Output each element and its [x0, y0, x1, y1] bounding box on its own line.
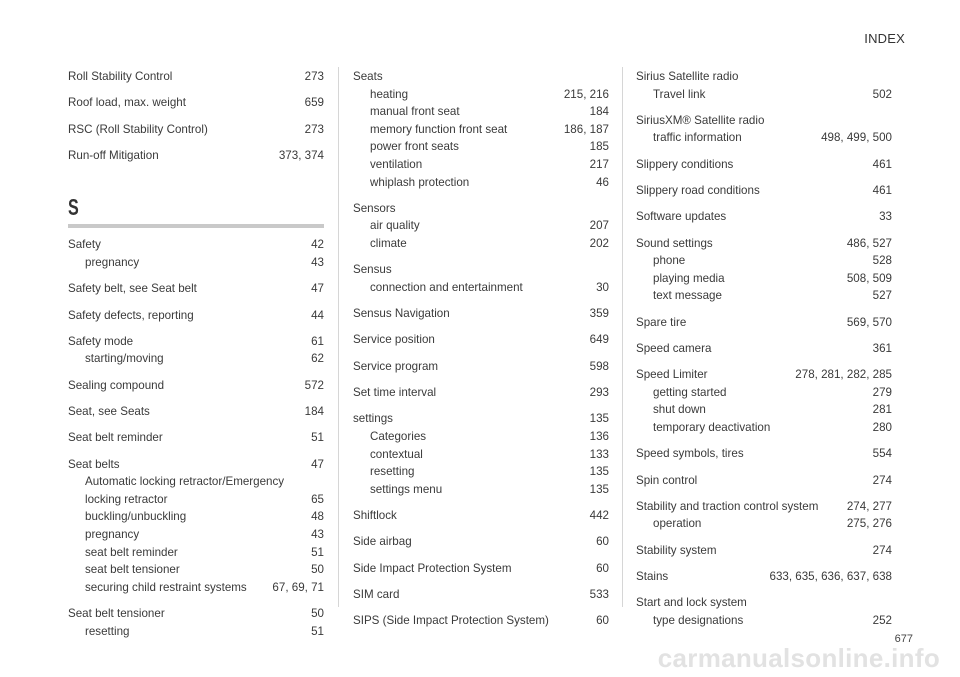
index-page-ref: 527: [872, 289, 892, 303]
index-term: phone: [653, 254, 686, 268]
index-entry: [68, 403, 324, 421]
section-rule: [68, 224, 324, 228]
index-term: starting/moving: [85, 352, 164, 366]
index-entry-row: [636, 366, 892, 384]
index-page-ref: 498, 499, 500: [821, 131, 892, 145]
index-page-ref: 62: [311, 352, 324, 366]
index-page-ref: 554: [872, 447, 892, 461]
index-entry-row: [636, 568, 892, 586]
index-entry: [636, 112, 892, 147]
index-term: playing media: [653, 271, 725, 285]
index-page-ref: 528: [872, 254, 892, 268]
index-subentry-row: [353, 428, 609, 446]
index-page-ref: 47: [311, 457, 324, 471]
index-page-ref: 215, 216: [563, 87, 609, 101]
index-entry-row: [68, 333, 324, 351]
index-page-ref: 569, 570: [846, 315, 892, 329]
index-entry-row: [353, 560, 609, 578]
index-entry: [353, 331, 609, 349]
index-term: pregnancy: [85, 256, 140, 270]
index-term: Sealing compound: [68, 378, 165, 392]
index-subentry-row: [636, 612, 892, 630]
index-term: Roll Stability Control: [68, 70, 173, 83]
index-term: Shiftlock: [353, 508, 397, 522]
index-entry-row: [636, 314, 892, 332]
index-entry-row: [68, 280, 324, 298]
index-page-ref: 184: [589, 105, 609, 119]
index-entry: [636, 235, 892, 305]
index-term: Speed camera: [636, 341, 712, 355]
index-subentry-row: [353, 156, 609, 174]
index-entry-row: [636, 445, 892, 463]
index-term: Safety belt, see Seat belt: [68, 282, 197, 296]
index-page-ref: 649: [589, 333, 609, 347]
index-column-3: [636, 60, 892, 629]
index-entry: [353, 586, 609, 604]
index-term: resetting: [85, 624, 130, 638]
index-entry-row: [353, 384, 609, 402]
index-entry: [353, 305, 609, 323]
index-subentry-row: [68, 508, 324, 526]
index-entry-row: [353, 586, 609, 604]
index-term: Slippery road conditions: [636, 184, 760, 198]
index-entry-row: [636, 156, 892, 174]
index-term: locking retractor: [85, 492, 168, 506]
index-entry: [353, 533, 609, 551]
index-term: Roof load, max. weight: [68, 96, 186, 110]
index-subentry-row: [68, 473, 324, 491]
index-page-ref: 461: [872, 157, 892, 171]
index-subentry-row: [636, 129, 892, 147]
section-letter: S: [68, 194, 79, 221]
index-term: securing child restraint systems: [85, 580, 247, 594]
index-entry: [636, 314, 892, 332]
index-subentry-row: [68, 579, 324, 597]
index-entry: [353, 261, 609, 296]
index-entry: [68, 68, 324, 86]
index-page-ref: 659: [304, 96, 324, 110]
index-subentry-row: [68, 526, 324, 544]
index-term: Stability system: [636, 543, 717, 557]
index-subentry-row: [353, 217, 609, 235]
index-term: contextual: [370, 447, 423, 461]
index-page-ref: 60: [596, 614, 609, 628]
index-entry: [68, 333, 324, 368]
index-entry-row: [636, 340, 892, 358]
index-page-ref: 533: [589, 587, 609, 601]
index-term: ventilation: [370, 157, 423, 171]
index-page-ref: 50: [311, 607, 324, 621]
index-entry: [636, 445, 892, 463]
index-term: Sensus Navigation: [353, 307, 450, 321]
column-divider: [622, 67, 623, 607]
index-page-ref: 67, 69, 71: [272, 580, 324, 594]
index-entry: [353, 68, 609, 191]
index-subentry-row: [353, 463, 609, 481]
index-page-ref: 373, 374: [278, 148, 324, 162]
index-term: SIM card: [353, 587, 400, 601]
index-term: Sirius Satellite radio: [636, 70, 739, 83]
index-page-ref: 65: [311, 492, 324, 506]
index-term: Side airbag: [353, 535, 412, 549]
index-entry-row: [353, 507, 609, 525]
index-term: Safety mode: [68, 334, 134, 348]
index-term: Start and lock system: [636, 596, 747, 610]
index-page-ref: 274: [872, 543, 892, 557]
index-page-ref: 207: [589, 219, 609, 233]
index-page-ref: 293: [589, 386, 609, 400]
index-section-s: [68, 192, 324, 228]
index-entry: [353, 384, 609, 402]
index-entry: [636, 472, 892, 490]
index-entry: [353, 612, 609, 630]
index-entry-row: [68, 605, 324, 623]
index-subentry-row: [636, 384, 892, 402]
index-term: Categories: [370, 429, 427, 443]
index-term: settings: [353, 412, 393, 426]
index-page-ref: 30: [596, 280, 609, 294]
index-page-ref: 44: [311, 308, 324, 322]
index-entry: [636, 498, 892, 533]
index-term: Speed symbols, tires: [636, 447, 744, 461]
index-entry-row: [68, 456, 324, 474]
index-page-ref: 186, 187: [563, 122, 609, 136]
index-entry-row: [636, 594, 892, 612]
index-term: SIPS (Side Impact Protection System): [353, 614, 549, 628]
page-header-title: INDEX: [864, 31, 905, 46]
index-page-ref: 273: [304, 122, 324, 136]
index-entry-row: [636, 498, 892, 516]
index-term: seat belt reminder: [85, 545, 178, 559]
index-entry-row: [353, 612, 609, 630]
index-entry: [353, 200, 609, 253]
index-term: pregnancy: [85, 527, 140, 541]
index-entry-row: [68, 429, 324, 447]
index-subentry-row: [68, 544, 324, 562]
index-entry-row: [68, 68, 324, 86]
index-page-ref: 278, 281, 282, 285: [795, 368, 892, 382]
index-entry-row: [353, 305, 609, 323]
index-page-ref: 51: [311, 545, 324, 559]
index-term: whiplash protection: [370, 175, 470, 189]
index-term: Software updates: [636, 210, 727, 224]
index-column-2: [353, 60, 609, 630]
index-page-ref: 275, 276: [846, 517, 892, 531]
index-entry: [636, 182, 892, 200]
index-entry-row: [68, 94, 324, 112]
index-entry-row: [636, 112, 892, 130]
index-entry-row: [353, 358, 609, 376]
page-number: 677: [894, 633, 913, 645]
index-subentry-row: [353, 138, 609, 156]
index-entry: [636, 208, 892, 226]
index-page-ref: 42: [311, 238, 324, 252]
index-term: buckling/unbuckling: [85, 510, 187, 524]
index-entries: [636, 68, 892, 629]
index-page-ref: 508, 509: [846, 271, 892, 285]
index-entry-row: [353, 200, 609, 218]
index-entry: [636, 594, 892, 629]
index-term: Safety: [68, 238, 101, 252]
index-subentry-row: [353, 446, 609, 464]
index-subentry-row: [636, 401, 892, 419]
index-term: Side Impact Protection System: [353, 561, 512, 575]
index-entry: [636, 568, 892, 586]
index-subentry-row: [636, 419, 892, 437]
index-term: Seats: [353, 70, 383, 83]
index-subentry-row: [68, 491, 324, 509]
index-subentry-row: [353, 174, 609, 192]
index-entry-row: [636, 235, 892, 253]
index-term: Travel link: [653, 87, 706, 101]
index-page-ref: 598: [589, 359, 609, 373]
index-page-ref: 43: [311, 527, 324, 541]
index-term: resetting: [370, 465, 415, 479]
index-subentry-row: [353, 481, 609, 499]
index-page-ref: 135: [589, 482, 609, 496]
index-entry: [68, 94, 324, 112]
index-subentry-row: [636, 270, 892, 288]
index-page-ref: 50: [311, 563, 324, 577]
index-page-ref: 51: [311, 624, 324, 638]
index-page-ref: 502: [872, 87, 892, 101]
index-term: temporary deactivation: [653, 421, 771, 434]
index-term: Run-off Mitigation: [68, 148, 159, 162]
index-page-ref: 33: [879, 210, 892, 224]
index-subentry-row: [636, 252, 892, 270]
index-term: Service program: [353, 359, 439, 373]
index-term: power front seats: [370, 140, 459, 154]
index-term: Slippery conditions: [636, 157, 734, 171]
index-subentry-row: [353, 235, 609, 253]
index-subentry-row: [353, 279, 609, 297]
index-entry-row: [353, 331, 609, 349]
index-page-ref: 279: [872, 385, 892, 399]
index-term: Automatic locking retractor/Emergency: [85, 475, 285, 489]
index-subentry-row: [636, 515, 892, 533]
index-entry: [68, 307, 324, 325]
index-subentry-row: [68, 254, 324, 272]
index-entries-s: [68, 236, 324, 640]
index-term: traffic information: [653, 131, 742, 145]
index-page-ref: 46: [596, 175, 609, 189]
index-term: Safety defects, reporting: [68, 308, 194, 322]
index-term: Sensors: [353, 201, 396, 215]
index-page-ref: 61: [311, 334, 324, 348]
index-subentry-row: [353, 121, 609, 139]
index-entries-r: [68, 68, 324, 164]
index-entry: [68, 377, 324, 395]
index-page-ref: 281: [872, 403, 892, 417]
index-page-ref: 442: [589, 508, 609, 522]
index-term: RSC (Roll Stability Control): [68, 122, 208, 136]
index-term: manual front seat: [370, 105, 460, 119]
index-entry: [353, 560, 609, 578]
index-page-ref: 135: [589, 412, 609, 426]
index-entry-row: [636, 208, 892, 226]
index-term: seat belt tensioner: [85, 563, 180, 577]
index-term: operation: [653, 517, 702, 531]
index-page-ref: 202: [589, 237, 609, 251]
index-entry: [68, 280, 324, 298]
index-term: Speed Limiter: [636, 368, 708, 382]
index-page-ref: 48: [311, 510, 324, 524]
index-entry-row: [68, 307, 324, 325]
index-entries: [353, 68, 609, 630]
index-entry: [68, 236, 324, 271]
index-page-ref: 274, 277: [846, 499, 892, 513]
index-subentry-row: [636, 287, 892, 305]
index-subentry-row: [68, 623, 324, 641]
index-entry: [68, 605, 324, 640]
index-entry: [636, 156, 892, 174]
index-term: air quality: [370, 219, 420, 233]
index-entry-row: [353, 533, 609, 551]
column-divider: [338, 67, 339, 607]
index-page-ref: 252: [872, 613, 892, 627]
index-page-ref: 572: [304, 378, 324, 392]
index-page-ref: 60: [596, 561, 609, 575]
index-term: Service position: [353, 333, 435, 347]
index-entry: [68, 121, 324, 139]
index-entry: [68, 429, 324, 447]
index-term: shut down: [653, 403, 706, 417]
index-page-ref: 136: [589, 429, 609, 443]
index-term: heating: [370, 87, 409, 101]
index-term: Sensus: [353, 263, 392, 277]
index-term: Spare tire: [636, 315, 687, 329]
index-page-ref: 280: [872, 421, 892, 434]
index-page-ref: 461: [872, 184, 892, 198]
index-entry: [636, 340, 892, 358]
index-term: Stains: [636, 570, 669, 583]
index-entry-row: [68, 121, 324, 139]
index-term: Set time interval: [353, 386, 437, 400]
index-page-ref: 133: [589, 447, 609, 461]
index-term: climate: [370, 237, 407, 251]
index-term: Seat belt reminder: [68, 431, 163, 445]
index-entry-row: [68, 236, 324, 254]
index-entry-row: [68, 147, 324, 165]
index-entry-row: [68, 403, 324, 421]
index-entry-row: [636, 472, 892, 490]
index-page-ref: 274: [872, 473, 892, 487]
index-subentry-row: [353, 103, 609, 121]
index-entry: [636, 542, 892, 560]
index-page-ref: 633, 635, 636, 637, 638: [769, 570, 892, 583]
index-entry: [353, 410, 609, 498]
index-term: connection and entertainment: [370, 280, 523, 294]
index-page-ref: 185: [589, 140, 609, 154]
index-entry-row: [353, 68, 609, 86]
index-page-ref: 486, 527: [846, 236, 892, 250]
index-term: Spin control: [636, 473, 698, 487]
index-term: Seat belts: [68, 457, 120, 471]
index-page-ref: 361: [872, 341, 892, 355]
index-term: text message: [653, 289, 722, 303]
index-term: getting started: [653, 385, 727, 399]
index-term: SiriusXM® Satellite radio: [636, 113, 765, 127]
index-entry: [353, 507, 609, 525]
index-page-ref: 217: [589, 157, 609, 171]
index-entry-row: [353, 261, 609, 279]
index-entry-row: [636, 68, 892, 86]
index-page-ref: 184: [304, 405, 324, 419]
index-entry: [636, 68, 892, 103]
index-term: Sound settings: [636, 236, 713, 250]
index-entry-row: [636, 542, 892, 560]
index-term: Seat, see Seats: [68, 405, 150, 419]
index-term: Stability and traction control system: [636, 499, 819, 513]
index-subentry-row: [68, 561, 324, 579]
index-column-1: [68, 60, 324, 640]
index-subentry-row: [636, 86, 892, 104]
index-entry: [636, 366, 892, 436]
index-entry: [68, 456, 324, 597]
index-page-ref: 43: [311, 256, 324, 270]
index-term: Seat belt tensioner: [68, 607, 165, 621]
index-page-ref: 51: [311, 431, 324, 445]
index-page-ref: 60: [596, 535, 609, 549]
index-entry-row: [68, 377, 324, 395]
index-subentry-row: [353, 86, 609, 104]
index-term: memory function front seat: [370, 122, 508, 136]
index-entry: [353, 358, 609, 376]
index-page-ref: 273: [304, 70, 324, 83]
watermark: carmanualsonline.info: [657, 643, 940, 673]
index-term: settings menu: [370, 482, 443, 496]
index-page-ref: 359: [589, 307, 609, 321]
index-entry-row: [636, 182, 892, 200]
index-entry: [68, 147, 324, 165]
index-page-ref: 47: [311, 282, 324, 296]
index-entry-row: [353, 410, 609, 428]
index-subentry-row: [68, 350, 324, 368]
index-page-ref: 135: [589, 465, 609, 479]
index-term: type designations: [653, 613, 744, 627]
